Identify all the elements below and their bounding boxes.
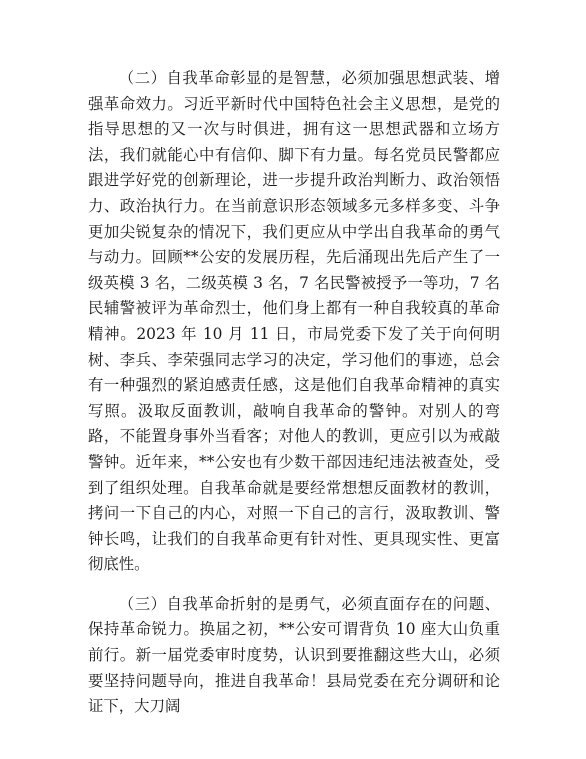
document-body [88, 66, 500, 720]
paragraph-2: （二）自我革命彰显的是智慧，必须加强思想武装、增强革命效力。习近平新时代中国特色社会主义思想，是党的指导思想的又一次与时俱进，拥有这一思想武器和立场方法，我们就能心中有信仰、脚下有力量。每名党员民警都应跟进学好党的创新理论，进一步提升政治判断力、政治领悟力、政治执行力。在当前意识形态领域多元多样多变、斗争更加尖锐复杂的情况下，我们更应从中学出自我革命的勇气与动力。回顾**公安的发展历程，先后涌现出先后产生了一级英模 3 名，二级英模 3 名，7 名民警被授予一等功，7 名民辅警被评为革命烈士，他们身上都有一种自我较真的革命精神。2023 年 10 月 11 日，市局党委下发了关于向何明树、李兵、李荣强同志学习的决定，学习他们的事迹，总会有一种强烈的紧迫感责任感，这是他们自我革命精神的真实写照。汲取反面教训，敲响自我革命的警钟。对别人的弯路，不能置身事外当看客；对他人的教训，更应引以为戒敲警钟。近年来，**公安也有少数干部因违纪违法被查处，受到了组织处理。自我革命就是要经常想想反面教材的教训，拷问一下自己的内心，对照一下自己的言行，汲取教训、警钟长鸣，让我们的自我革命更有针对性、更具现实性、更富彻底性。 [88, 69, 500, 574]
paragraph-3: （三）自我革命折射的是勇气，必须直面存在的问题、保持革命锐力。换届之初，**公安可谓背负 10 座大山负重前行。新一届党委审时度势，认识到要推翻这些大山，必须要坚持问题导向，推进自我革命！县局党委在充分调研和论证下，大刀阔 [88, 594, 500, 716]
